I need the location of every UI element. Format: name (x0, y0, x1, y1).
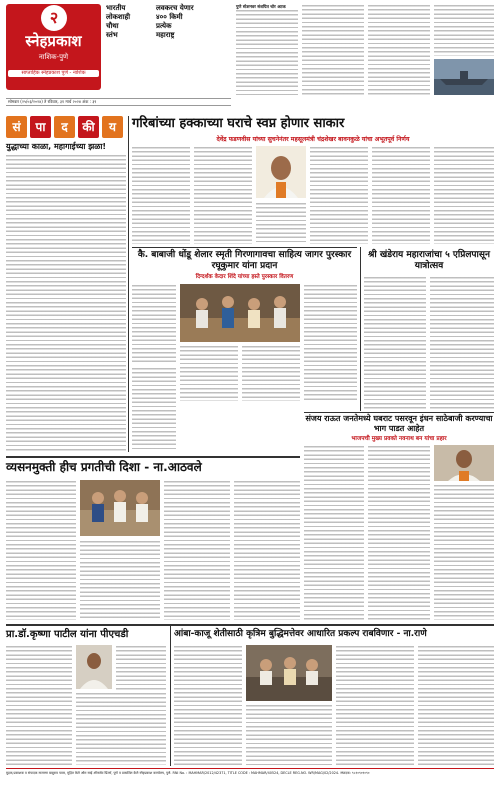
ship-photo (434, 59, 494, 95)
newspaper-tag: साप्ताहिक स्नेहप्रकाश पुणे - नाशिक (8, 70, 99, 77)
headline-athavale[interactable]: व्यसनमुक्ती हीच प्रगतीची दिशा - ना.आठवले (6, 460, 202, 474)
headline-sanjay-sub: भाजपची मुख्य प्रवक्ते नवनाथ बन यांचा प्रहार (351, 436, 447, 442)
top-news-column-3 (368, 4, 430, 96)
athavale-story-col4 (234, 480, 300, 620)
newspaper-subtitle: नाशिक-पुणे (38, 53, 69, 61)
headline-sanjay[interactable]: संजय राऊत जनतेमध्ये घबराट पसरवून इंधन साठेबाजी करण्याचा भाग पाडत आहेत (305, 414, 493, 433)
motto-right: लवकरच येणार ४०० किमी प्रत्येक महाराष्ट्र (156, 4, 194, 39)
headline-rane[interactable]: आंबा-काजू शेतीसाठी कृत्रिम बुद्धिमत्तेवर आधारित प्रकल्प राबविणार - ना.राणे (174, 629, 427, 639)
headline-khandoba[interactable]: श्री खंडेराय महाराजांचा ५ एप्रिलपासून यात्रोत्सव (368, 250, 490, 271)
phd-story-col3 (116, 645, 166, 690)
dateline: सोमवार (२५/०३/२०२४) ते रविवार, ३१ मार्च २०२४ अंक : ३९ (6, 98, 231, 106)
khandoba-story-col1 (364, 276, 426, 410)
masthead-motto (106, 4, 231, 90)
housing-story-col5 (372, 146, 430, 244)
top-news-heading: पुणे स्टेशनवर संशयित चोर अटक (236, 4, 286, 9)
logo-number: २ (41, 5, 67, 31)
athavale-story-col1 (6, 480, 76, 620)
masthead (6, 4, 231, 112)
headline-main-sub: देवेंद्र फडणवीस यांच्या सुचनेनंतर महसूलमंत्री चंद्रशेखर बावनकुळे यांचा अभूतपूर्व निर्णय (216, 136, 410, 143)
khandoba-story-col2 (430, 276, 494, 410)
housing-story-col6 (434, 146, 494, 244)
rane-story-col1 (174, 645, 242, 765)
headline-award-sub: दिग्दर्शक केदार शिंदे यांच्या हस्ते पुरस्कार वितरण (195, 274, 294, 280)
rane-story-col3 (336, 645, 414, 765)
award-story-col1 (132, 284, 176, 364)
sanjay-story-col2 (368, 445, 430, 620)
sanjay-story-col1 (304, 445, 364, 620)
section-rule (304, 412, 494, 413)
athavale-story-col2 (80, 540, 160, 620)
phd-story-col2 (76, 692, 166, 765)
editorial-body (6, 154, 126, 452)
headline-main[interactable]: गरिबांच्या हक्काच्या घराचे स्वप्न होणार साकार (132, 116, 345, 131)
newspaper-logo[interactable] (6, 4, 101, 90)
phd-story-col1 (6, 645, 72, 765)
column-rule (170, 626, 171, 766)
motto-left: भारतीय लोकशाही चौथा स्तंभ (106, 4, 131, 39)
award-story-col5 (132, 367, 176, 451)
housing-story-col2 (194, 146, 252, 244)
headline-award[interactable]: कै. बाबाजी धोंडू शेलार स्मृती गिरणागावचा साहित्य जागर पुरस्कार रघूकुमार यांना प्रदान (137, 250, 352, 271)
section-rule (132, 247, 357, 248)
award-story-col3 (242, 345, 300, 401)
professor-photo (76, 645, 112, 689)
top-news-column-1 (236, 4, 298, 96)
award-photo (180, 284, 300, 342)
newspaper-title: स्नेहप्रकाश (25, 32, 82, 50)
housing-story-col1 (132, 146, 190, 244)
section-rule (6, 456, 300, 458)
top-news-column-2 (302, 4, 364, 96)
housing-story-col4 (310, 146, 368, 244)
minister-photo (256, 146, 306, 198)
section-rule (6, 624, 494, 626)
award-story-col4 (304, 284, 357, 401)
column-rule (128, 116, 129, 452)
sanjay-story-col3 (434, 484, 494, 620)
rane-story-col4 (418, 645, 494, 765)
rane-story-col2 (246, 704, 332, 765)
sampadkiya-banner: सं पा द की य (6, 116, 126, 138)
athavale-photo (80, 480, 160, 536)
top-news-column-4 (434, 4, 494, 96)
athavale-story-col3 (164, 480, 230, 620)
headline-phd[interactable]: प्रा.डॉ.कृष्णा पाटील यांना पीएचडी (6, 629, 129, 640)
housing-story-col3 (256, 202, 306, 244)
column-rule (360, 247, 361, 411)
award-story-col2 (180, 345, 238, 401)
editorial-title[interactable]: युद्धाच्या काळा, महागाईच्या झळा! (6, 142, 107, 151)
imprint-footer: मुद्रक,प्रकाशक व संपादक नारायण बाबूराव पवार, मुद्रित केले ओम साई ऑफसेट प्रिंटर्स, पुणे व प्रकाशित केले स्नेहप्रकाश कार्यालय, पुणे. RNI No. : MAHMAR/2012/42371, TITLE CODE : MAHMAR/40524, DECLE REG.NO. WR/MAG/02/2024. संपादक: ९८९०९०९०९० (6, 768, 494, 775)
rane-meeting-photo (246, 645, 332, 701)
spokesperson-photo (434, 445, 494, 481)
